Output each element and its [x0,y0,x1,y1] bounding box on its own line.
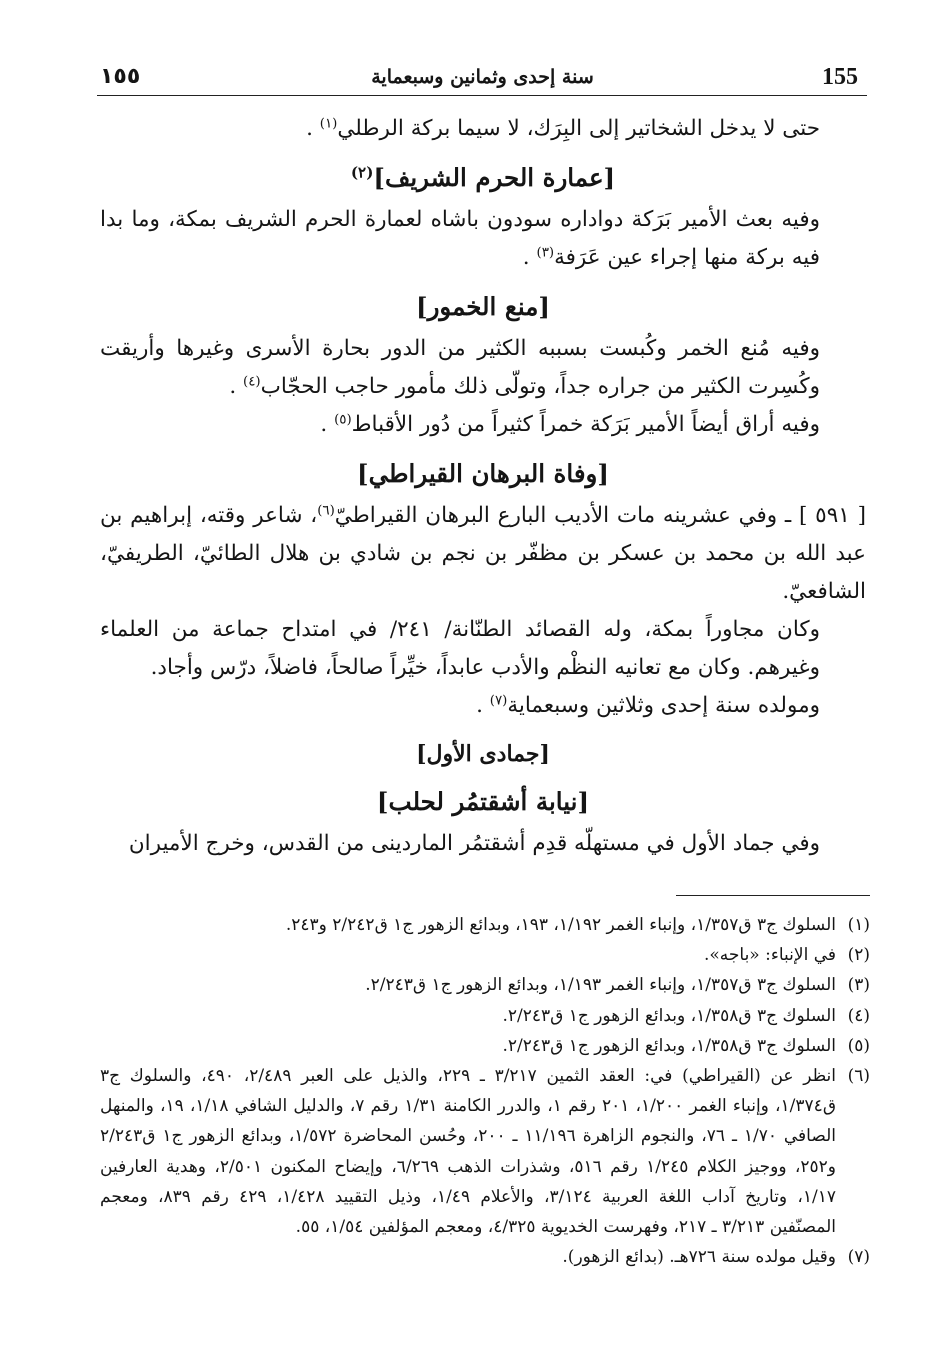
paragraph: وفيه أراق أيضاً الأمير بَرَكة خمراً كثيراً من دُور الأقباط$^{(٥)}$ . [320,412,820,437]
footnote-ref[interactable]: (٤) [243,374,261,390]
paragraph: ومولده سنة إحدى وثلاثين وسبعماية$^{(٧)}$ . [476,693,820,718]
footnote [100,1001,870,1031]
footnote-text: السلوك ج٣ ق١/٣٥٨، وبدائع الزهور ج١ ق٢/٢٤٣. [502,1035,836,1056]
footnote-number: (٧) [847,1247,870,1268]
biography-entry: [ ٥٩١ ] ـ وفي عشرينه مات الأديب البارع البرهان القيراطيّ$^{(٦)}$، شاعر وقته، إبراهيم بن عبد الله بن محمد بن عسكر بن مظفّر بن نجم بن شادي بن هلال الطائيّ، الطريفيّ، الشافعيّ. [100,503,866,604]
footnote-number: (٢) [847,945,870,966]
section-heading: [جمادى الأول] [416,741,550,767]
page-number-arabic: ١٥٥ [100,64,141,89]
footnote [100,970,870,1000]
paragraph: حتى لا يدخل الشخاتير إلى البِرَك، لا سيما بركة الرطلي$^{(١)}$ . [306,116,820,141]
footnote-text: السلوك ج٣ ق١/٣٥٨، وبدائع الزهور ج١ ق٢/٢٤٣. [502,1005,836,1026]
footnote-number: (٣) [847,975,870,996]
footnote-text: انظر عن (القيراطي) في: العقد الثمين ٣/٢١٧ ـ ٢٢٩، والذيل على العبر ٢/٤٨٩، ٤٩٠، والسلوك ج٣ ق١/٣٧٤، وإنباء الغمر ١/٢٠٠، ٢٠١ رقم ١، والدرر الكامنة ١/٣١ رقم ٧، والدليل الشافي ١/١٨، ١٩، والمنهل الصافي ١/٧٠ ـ ٧٦، والنجوم الزاهرة ١١/١٩٦ ـ ٢٠٠، وحُسن المحاضرة ١/٥٧٢، وبدائع الزهور ج١ ق٢/٢٤٣ و٢٥٢، ووجيز الكلام ١/٢٤٥ رقم ٥١٦، وشذرات الذهب ٦/٢٦٩، وإيضاح المكنون ٢/٥٠١، وهدية العارفين ١/١٧، وتاريخ آداب اللغة العربية ٣/١٢٤، والأعلام ١/٤٩، وذيل التقييد ١/٤٢٨، ٤٢٩ رقم ٨٣٩، ومعجم المصنّفين ٣/٢١٣ ـ ٢١٧، وفهرست الخديوية ٤/٣٢٥، ومعجم المؤلفين ١/٥٤، ٥٥. [100,1066,837,1238]
section-heading: [عمارة الحرم الشريف]$^{(٢)}$ [350,163,616,192]
footnote-ref[interactable]: (٧) [489,693,508,709]
paragraph: وفيه بعث الأمير بَرَكة دواداره سودون باشاه لعمارة الحرم الشريف بمكة، وما بدا فيه بركة منها إجراء عين عَرَفة$^{(٣)}$ . [100,207,820,270]
footnote-ref[interactable]: (٥) [334,412,352,428]
footnote [100,940,870,970]
main-text [100,110,866,863]
paragraph: وفي جماد الأول في مستهلّه قدِم أشقتمُر الماردينى من القدس، وخرج الأميران [128,831,820,856]
paragraph: وفيه مُنع الخمر وكُبست بسببه الكثير من الدور بحارة الأسرى وغيرها وأريقت وكُسِرت الكثير من جراره جداً، وتولّى ذلك مأمور حاجب الحجّاب$^{(٤)}$ . [100,336,820,399]
footnote [100,1061,870,1242]
footnote-number: (٦) [847,1066,870,1087]
footnote [100,910,870,940]
footnote [100,1242,870,1272]
paragraph: وكان مجاوراً بمكة، وله القصائد الطنّانة/ ٢٤١/ في امتداح جماعة من العلماء وغيرهم. وكان مع تعانيه النظْم والأدب عابداً، خيِّراً صالحاً، فاضلاً، درّس وأجاد. [100,617,820,680]
footnote-text: السلوك ج٣ ق١/٣٥٧، وإنباء الغمر ١/١٩٢، ١٩٣، وبدائع الزهور ج١ ق٢/٢٤٢ و٢٤٣. [285,915,836,935]
footnote-number: (٤) [847,1005,870,1026]
footnote-text: السلوك ج٣ ق١/٣٥٧، وإنباء الغمر ١/١٩٣، وبدائع الزهور ج١ ق٢/٢٤٣. [365,975,836,996]
footnote-ref[interactable]: (٣) [536,245,555,261]
section-heading: [منع الخمور] [415,292,550,321]
footnotes [100,910,870,1272]
footnote-text: في الإنباء: «باجه». [703,945,836,966]
page-number-latin: 155 [822,64,858,90]
footnote-ref[interactable]: (٦) [317,503,335,519]
footnote-text: وقيل مولده سنة ٧٢٦هـ. (بدائع الزهور). [562,1247,836,1268]
header-rule [97,95,867,96]
running-title: سنة إحدى وثمانين وسبعماية [371,66,594,88]
footnote-ref[interactable]: (١) [319,116,338,132]
footnote-number: (٥) [847,1035,870,1056]
footnote [100,1031,870,1061]
footnote-number: (١) [847,915,870,935]
footnote-ref[interactable]: (٢) [350,163,374,182]
section-heading: [نيابة أشقتمُر لحلب] [376,787,590,816]
section-heading: [وفاة البرهان القيراطي] [357,459,609,488]
footnote-separator [676,895,870,896]
